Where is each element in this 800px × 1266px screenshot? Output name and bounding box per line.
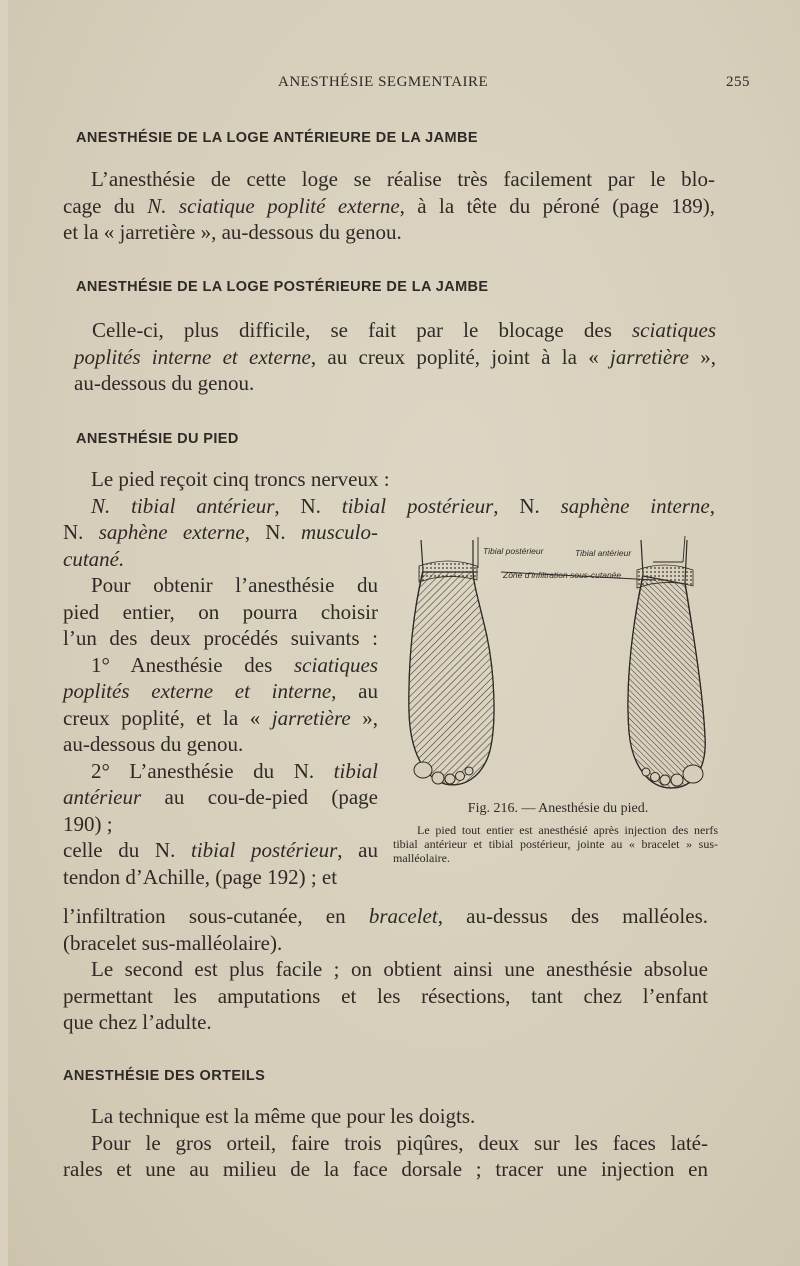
paragraph-foot-column	[63, 519, 378, 890]
label-infiltration-zone: Zône d’infiltration sous-cutanée	[503, 570, 622, 580]
text-line: cutané.	[63, 546, 125, 571]
text-line: creux poplité, et la « jarretière »,	[63, 705, 378, 730]
text-line: et la « jarretière », au-dessous du genou.	[63, 220, 402, 244]
foot-illustration	[393, 522, 718, 797]
text-line: 2° L’anesthésie du N. tibial	[91, 758, 378, 783]
text-line: celle du N. tibial postérieur, au	[63, 838, 378, 862]
section-heading-toes: ANESTHÉSIE DES ORTEILS	[63, 1068, 266, 1084]
text-line: 190) ;	[63, 811, 113, 836]
section-heading-foot: ANESTHÉSIE DU PIED	[76, 431, 239, 447]
text-line: N. tibial antérieur, N. tibial postérieur, N. saphène interne,	[91, 493, 716, 518]
book-page	[8, 0, 800, 1266]
left-foot-icon	[409, 540, 494, 785]
figure-caption-title: Fig. 216. — Anesthésie du pied.	[467, 801, 649, 816]
right-foot-icon	[628, 540, 705, 788]
text-line: Celle-ci, plus difficile, se fait par le blocage des sciatiques	[92, 318, 716, 342]
paragraph-foot-intro	[63, 466, 715, 519]
text-line: (bracelet sus-malléolaire).	[63, 930, 283, 955]
text-line: cage du N. sciatique poplité externe, à la tête du péroné (page 189),	[63, 193, 715, 218]
text-line: Le pied reçoit cinq troncs nerveux :	[91, 467, 390, 491]
paragraph-toes	[63, 1103, 708, 1183]
label-tibial-posterieur: Tibial postérieur	[483, 546, 544, 556]
text-line: 1° Anesthésie des sciatiques	[91, 652, 378, 677]
text-line: poplités interne et externe, au creux poplité, joint à la « jarretière »,	[74, 344, 716, 369]
paragraph-foot-conclusion	[63, 903, 708, 1036]
text-line: l’un des deux procédés suivants :	[63, 626, 378, 650]
paragraph-posterior-leg	[74, 317, 716, 397]
text-line: au-dessous du genou.	[63, 732, 244, 756]
text-line: tendon d’Achille, (page 192) ; et	[63, 864, 338, 889]
text-line: antérieur au cou-de-pied (page	[63, 785, 378, 809]
text-line: au-dessous du genou.	[74, 371, 255, 395]
text-line: N. saphène externe, N. musculo-	[63, 520, 379, 544]
text-line: L’anesthésie de cette loge se réalise très facilement par le blo-	[91, 167, 715, 191]
text-line: Le second est plus facile ; on obtient ainsi une anesthésie absolue	[91, 957, 708, 981]
running-head	[68, 74, 750, 98]
text-line: poplités externe et interne, au	[63, 679, 378, 703]
running-head-title: ANESTHÉSIE SEGMENTAIRE	[278, 74, 489, 90]
text-line: Pour obtenir l’anesthésie du	[91, 573, 378, 597]
text-line: l’infiltration sous-cutanée, en bracelet, au-dessus des malléoles.	[63, 904, 709, 928]
text-line: que chez l’adulte.	[63, 1010, 212, 1034]
text-line: rales et une au milieu de la face dorsale ; tracer une injection en	[63, 1157, 708, 1181]
section-heading-anterior-leg: ANESTHÉSIE DE LA LOGE ANTÉRIEURE DE LA JAMBE	[76, 130, 478, 146]
text-line: La technique est la même que pour les doigts.	[91, 1104, 476, 1128]
text-line: permettant les amputations et les résections, tant chez l’enfant	[63, 983, 708, 1008]
figure-caption-body: Le pied tout entier est anesthésié après injection des nerfs tibial antérieur et tibial postérieur, jointe au « bracelet » sus-malléolaire.	[393, 823, 718, 865]
text-line: Pour le gros orteil, faire trois piqûres, deux sur les faces laté-	[91, 1130, 708, 1155]
paragraph-anterior-leg	[63, 166, 715, 246]
label-tibial-anterieur: Tibial antérieur	[575, 548, 632, 558]
section-heading-posterior-leg: ANESTHÉSIE DE LA LOGE POSTÉRIEURE DE LA JAMBE	[76, 279, 489, 295]
text-line: pied entier, on pourra choisir	[63, 599, 378, 624]
page-number: 255	[726, 74, 750, 90]
